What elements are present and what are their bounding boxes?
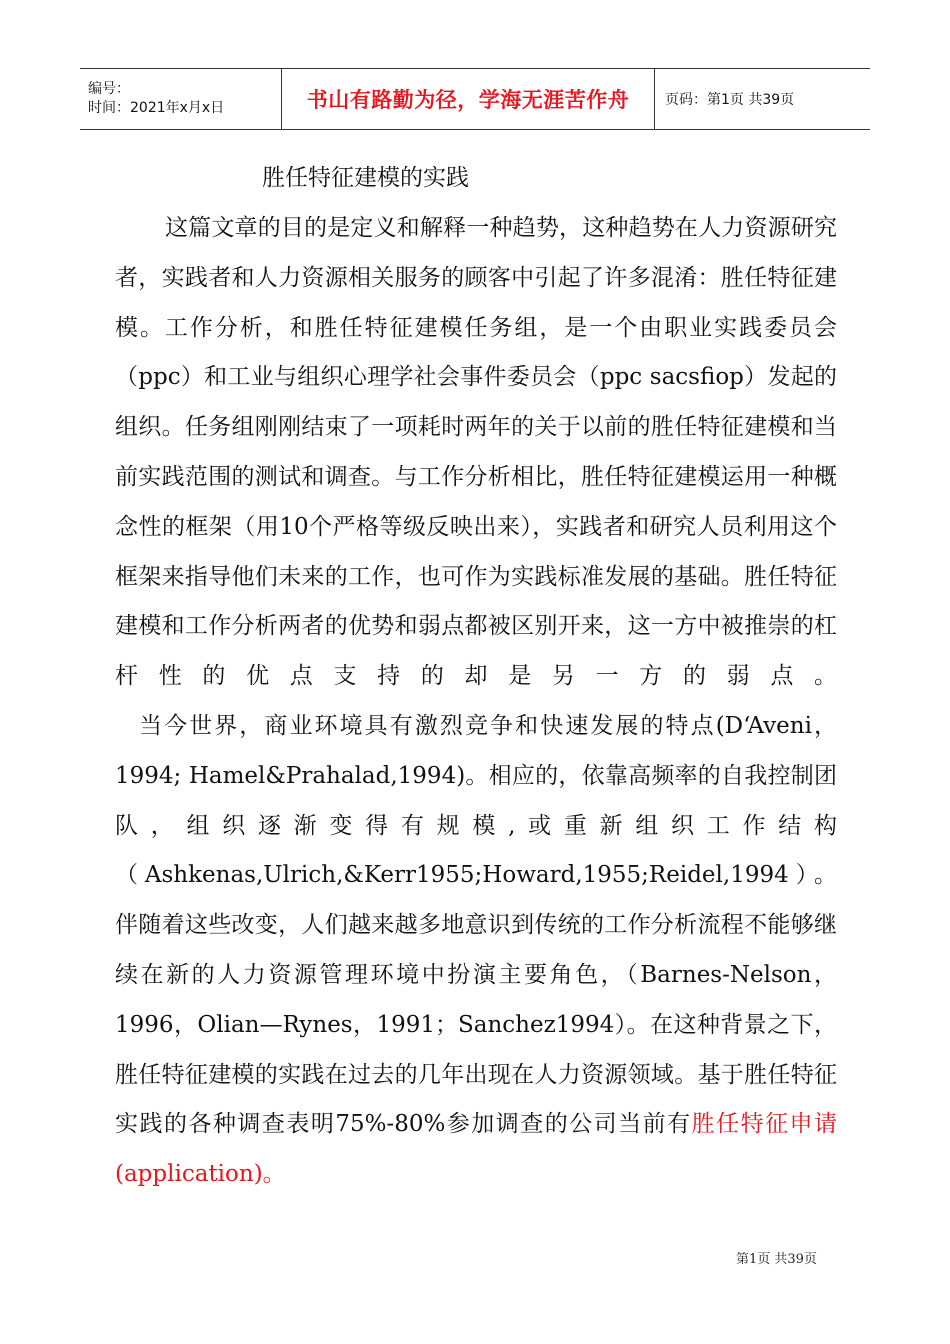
paragraph-2	[115, 702, 837, 1200]
document-date: 时间：2021年x月x日	[88, 100, 225, 116]
header-meta	[80, 69, 282, 129]
header-motto-cell	[282, 69, 655, 129]
header-motto: 书山有路勤为径，学海无涯苦作舟	[306, 88, 630, 112]
paragraph-1: 这篇文章的目的是定义和解释一种趋势，这种趋势在人力资源研究者，实践者和人力资源相关服务的顾客中引起了许多混淆：胜任特征建模。工作分析，和胜任特征建模任务组，是一个由职业实践委员会（ppc）和工业与组织心理学社会事件委员会（ppc sacsfiop）发起的组织。任务组刚刚结束了一项耗时两年的关于以前的胜任特征建模和当前实践范围的测试和调查。与工作分析相比，胜任特征建模运用一种概念性的框架（用10个严格等级反映出来），实践者和研究人员利用这个框架来指导他们未来的工作，也可作为实践标准发展的基础。胜任特征建模和工作分析两者的优势和弱点都被区别开来，这一方中被推崇的杠杆性的优点支持的却是另一方的弱点。	[115, 215, 837, 690]
page-footer: 第1页 共39页	[736, 1252, 817, 1267]
document-title: 胜任特征建模的实践	[262, 165, 469, 191]
paragraph-2-highlight: 胜任特征申请(application)。	[115, 1111, 838, 1188]
header-page-info: 页码：第1页 共39页	[665, 92, 795, 108]
document-header	[80, 68, 870, 130]
document-number-label: 编号：	[88, 81, 130, 97]
document-body	[115, 204, 837, 1200]
paragraph-2-text: 当今世界，商业环境具有激烈竞争和快速发展的特点(D‘Aveni，1994; Hamel&Prahalad,1994)。相应的，依靠高频率的自我控制团队，组织逐渐变得有规模,或重新组织工作结构（Ashkenas,Ulrich,&Kerr1955;Howard,1955;Reidel,1994）。伴随着这些改变，人们越来越多地意识到传统的工作分析流程不能够继续在新的人力资源管理环境中扮演主要角色，（Barnes-Nelson，1996，Olian—Rynes，1991；Sanchez1994）。在这种背景之下，胜任特征建模的实践在过去的几年出现在人力资源领域。基于胜任特征实践的各种调查表明75%-80%参加调查的公司当前有	[115, 712, 837, 1138]
